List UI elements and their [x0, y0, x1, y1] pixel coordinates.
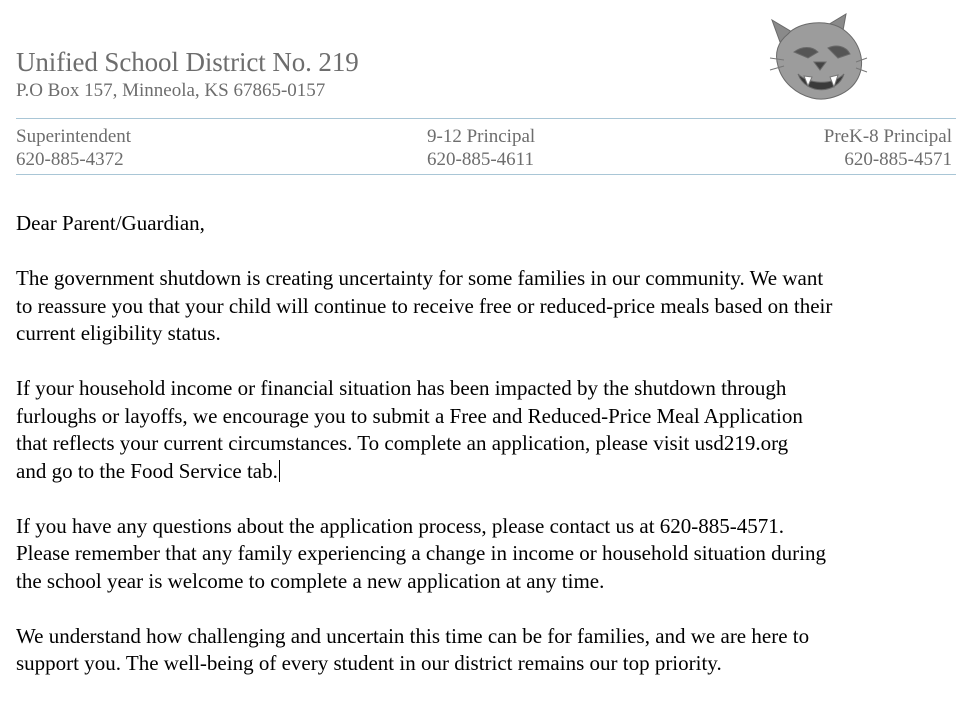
contact-9-12-principal: [427, 125, 535, 171]
letter-body[interactable]: [16, 210, 961, 705]
contact-bar: [16, 125, 952, 171]
text-line: current eligibility status.: [16, 321, 221, 345]
text-line: and go to the Food Service tab.: [16, 458, 278, 483]
contact-superintendent: [16, 125, 131, 171]
text-line: the school year is welcome to complete a new application at any time.: [16, 568, 605, 593]
contact-phone: 620-885-4372: [16, 149, 124, 170]
paragraph-meal-eligibility: [16, 265, 961, 348]
paragraph-application-instructions: [16, 375, 961, 485]
wildcat-mascot-icon: [768, 12, 868, 104]
letterhead-top-divider: [16, 118, 956, 119]
text-line: We understand how challenging and uncertain this time can be for families, and we are here to: [16, 623, 810, 648]
text-line: If your household income or financial situation has been impacted by the shutdown through: [16, 376, 787, 400]
text-line: support you. The well-being of every student in our district remains our top priority.: [16, 651, 722, 675]
letterhead-bottom-divider: [16, 174, 956, 175]
text-line: The government shutdown is creating uncertainty for some families in our community. We want: [16, 266, 824, 290]
district-address: P.O Box 157, Minneola, KS 67865-0157: [16, 80, 326, 101]
paragraph-questions-contact: [16, 513, 961, 596]
contact-title: 9-12 Principal: [427, 126, 536, 147]
district-name: Unified School District No. 219: [16, 47, 359, 77]
text-line: If you have any questions about the application process, please contact us at 620-885-4571.: [16, 513, 785, 538]
contact-title: PreK-8 Principal: [823, 126, 952, 147]
contact-phone: 620-885-4571: [844, 149, 952, 170]
paragraph-support-closing: [16, 623, 961, 678]
contact-prek-8-principal: [824, 125, 952, 171]
text-line-with-cursor: [16, 458, 961, 486]
contact-phone: 620-885-4611: [427, 149, 534, 170]
text-cursor: [279, 460, 280, 482]
contact-title: Superintendent: [16, 126, 132, 147]
text-line: Please remember that any family experiencing a change in income or household situation during: [16, 541, 826, 565]
salutation: Dear Parent/Guardian,: [16, 211, 205, 235]
text-line: to reassure you that your child will continue to receive free or reduced-price meals based on their: [16, 293, 833, 318]
letterhead: [16, 0, 956, 120]
text-line: furloughs or layoffs, we encourage you to submit a Free and Reduced-Price Meal Application: [16, 403, 803, 428]
text-line: that reflects your current circumstances. To complete an application, please visit usd219.org: [16, 431, 789, 455]
